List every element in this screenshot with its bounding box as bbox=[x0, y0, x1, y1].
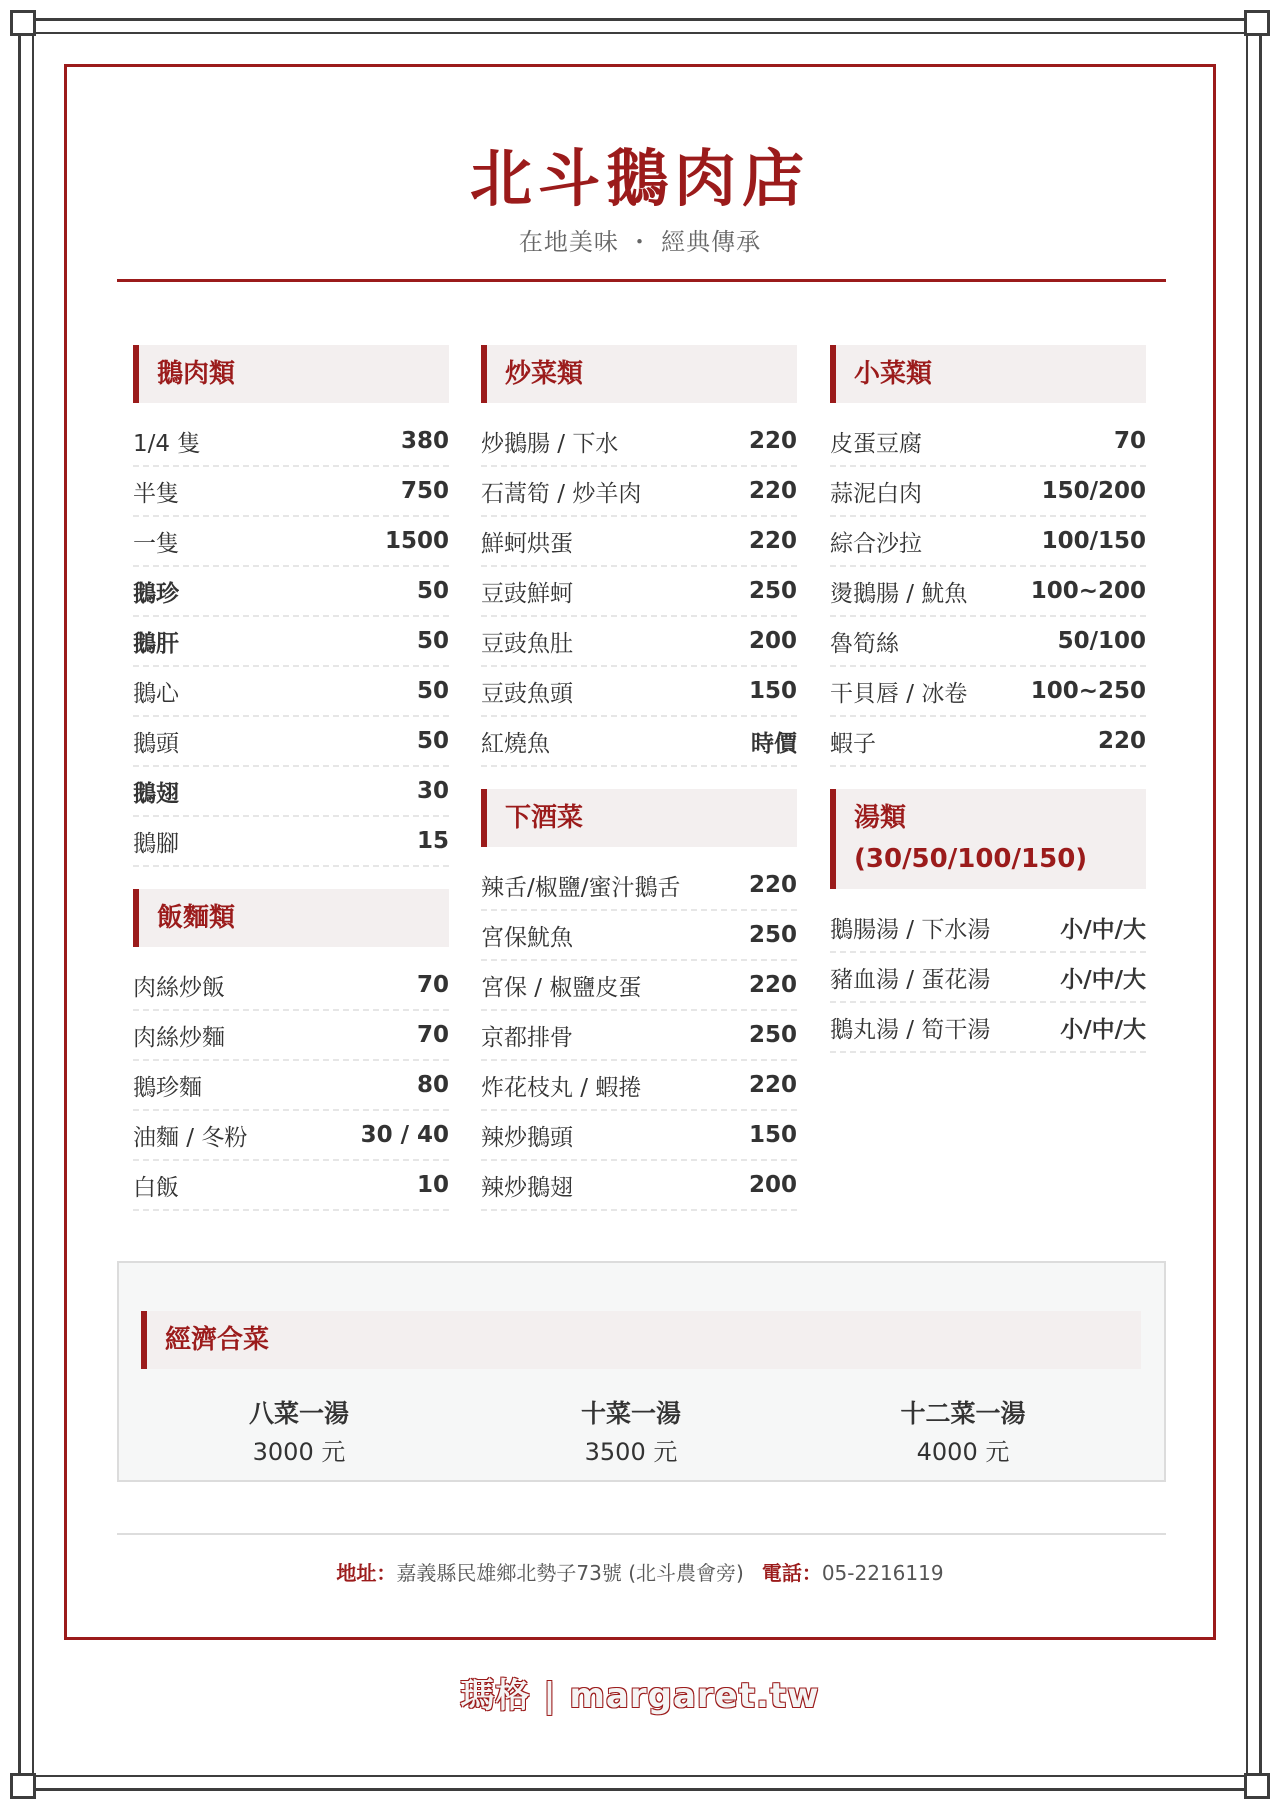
item-name: 1/4 隻 bbox=[133, 430, 201, 457]
item-price: 200 bbox=[748, 1172, 797, 1198]
menu-item bbox=[133, 767, 449, 817]
menu-item bbox=[830, 467, 1146, 517]
menu-item bbox=[481, 467, 797, 517]
item-name: 白飯 bbox=[133, 1174, 179, 1201]
item-name: 鵝腳 bbox=[133, 830, 179, 857]
soup-heading-prices: (30/50/100/150) bbox=[854, 844, 1088, 874]
menu-item bbox=[481, 861, 797, 911]
item-name: 辣舌/椒鹽/蜜汁鵝舌 bbox=[481, 874, 681, 901]
item-price: 100/150 bbox=[1041, 528, 1146, 554]
item-price: 220 bbox=[748, 478, 797, 504]
soup-heading-title: 湯類 bbox=[854, 803, 907, 833]
item-price: 220 bbox=[748, 428, 797, 454]
item-name: 鮮蚵烘蛋 bbox=[481, 530, 573, 557]
item-name: 干貝唇 / 冰卷 bbox=[830, 680, 968, 707]
item-name: 豆豉魚頭 bbox=[481, 680, 573, 707]
menu-item bbox=[481, 567, 797, 617]
section-heading-drinking: 下酒菜 bbox=[481, 789, 797, 847]
menu-item bbox=[481, 911, 797, 961]
menu-item bbox=[830, 617, 1146, 667]
item-name: 鵝丸湯 / 筍干湯 bbox=[830, 1016, 991, 1043]
item-price: 70 bbox=[416, 972, 449, 998]
set-meal bbox=[481, 1396, 781, 1472]
item-price: 150 bbox=[748, 1122, 797, 1148]
menu-item bbox=[481, 667, 797, 717]
menu-item bbox=[481, 961, 797, 1011]
item-name: 鵝腸湯 / 下水湯 bbox=[830, 916, 991, 943]
item-name: 炒鵝腸 / 下水 bbox=[481, 430, 619, 457]
menu-item bbox=[133, 1161, 449, 1211]
menu-item bbox=[133, 1061, 449, 1111]
item-name: 豬血湯 / 蛋花湯 bbox=[830, 966, 991, 993]
set-meal-box bbox=[117, 1261, 1166, 1482]
item-name: 鵝珍 bbox=[133, 580, 179, 607]
frame-corner bbox=[10, 10, 36, 36]
item-name: 魯筍絲 bbox=[830, 630, 899, 657]
item-price: 250 bbox=[748, 578, 797, 604]
menu-column-middle bbox=[481, 345, 797, 1211]
item-price: 250 bbox=[748, 922, 797, 948]
item-price: 50 bbox=[416, 678, 449, 704]
frame-corner bbox=[10, 1773, 36, 1799]
item-price: 80 bbox=[416, 1072, 449, 1098]
section-heading-stirfry: 炒菜類 bbox=[481, 345, 797, 403]
menu-item bbox=[133, 517, 449, 567]
menu-item bbox=[133, 1011, 449, 1061]
menu-item bbox=[830, 667, 1146, 717]
set-name: 十菜一湯 bbox=[580, 1399, 681, 1428]
menu-item bbox=[133, 467, 449, 517]
item-name: 一隻 bbox=[133, 530, 179, 557]
item-name: 京都排骨 bbox=[481, 1024, 573, 1051]
item-name: 蝦子 bbox=[830, 730, 876, 757]
menu-item bbox=[481, 517, 797, 567]
menu-item bbox=[481, 1011, 797, 1061]
item-price: 200 bbox=[748, 628, 797, 654]
menu-panel bbox=[64, 64, 1216, 1640]
footer-divider bbox=[117, 1533, 1166, 1535]
section-heading-goose: 鵝肉類 bbox=[133, 345, 449, 403]
section-heading-rice: 飯麵類 bbox=[133, 889, 449, 947]
item-price: 250 bbox=[748, 1022, 797, 1048]
item-price: 220 bbox=[748, 972, 797, 998]
item-name: 半隻 bbox=[133, 480, 179, 507]
item-price: 220 bbox=[748, 1072, 797, 1098]
item-name: 鵝頭 bbox=[133, 730, 179, 757]
item-price: 15 bbox=[416, 828, 449, 854]
item-name: 宮保魷魚 bbox=[481, 924, 573, 951]
item-name: 鵝珍麵 bbox=[133, 1074, 202, 1101]
item-price: 50 bbox=[416, 628, 449, 654]
menu-item bbox=[133, 817, 449, 867]
item-price: 10 bbox=[416, 1172, 449, 1198]
menu-item bbox=[133, 417, 449, 467]
set-price: 3500 元 bbox=[584, 1438, 678, 1466]
menu-item bbox=[481, 417, 797, 467]
watermark: 瑪格 | margaret.tw bbox=[460, 1676, 820, 1716]
item-price: 220 bbox=[1097, 728, 1146, 754]
restaurant-title: 北斗鵝肉店 bbox=[469, 142, 810, 215]
menu-item bbox=[133, 567, 449, 617]
item-price: 70 bbox=[1113, 428, 1146, 454]
item-price: 50 bbox=[416, 578, 449, 604]
menu-item bbox=[133, 717, 449, 767]
menu-item bbox=[133, 667, 449, 717]
set-name: 十二菜一湯 bbox=[900, 1399, 1026, 1428]
item-price: 380 bbox=[400, 428, 449, 454]
menu-item bbox=[830, 567, 1146, 617]
item-name: 辣炒鵝頭 bbox=[481, 1124, 573, 1151]
set-name: 八菜一湯 bbox=[248, 1399, 349, 1428]
item-name: 燙鵝腸 / 魷魚 bbox=[830, 580, 968, 607]
menu-item bbox=[830, 1003, 1146, 1053]
item-name: 鵝肝 bbox=[133, 630, 179, 657]
item-price: 50/100 bbox=[1057, 628, 1146, 654]
item-name: 皮蛋豆腐 bbox=[830, 430, 922, 457]
set-meal bbox=[813, 1396, 1113, 1472]
item-name: 辣炒鵝翅 bbox=[481, 1174, 573, 1201]
header-divider bbox=[117, 279, 1166, 282]
item-price: 100~250 bbox=[1030, 678, 1146, 704]
menu-item bbox=[830, 903, 1146, 953]
address-label: 地址： bbox=[336, 1561, 397, 1585]
menu-column-right bbox=[830, 345, 1146, 1053]
phone-label: 電話： bbox=[761, 1561, 822, 1585]
address-text: 嘉義縣民雄鄉北勢子73號 (北斗農會旁) bbox=[396, 1561, 744, 1585]
item-price: 30 bbox=[416, 778, 449, 804]
phone-number: 05-2216119 bbox=[821, 1561, 944, 1585]
menu-item bbox=[481, 717, 797, 767]
item-name: 豆豉魚肚 bbox=[481, 630, 573, 657]
menu-item bbox=[481, 617, 797, 667]
set-price: 3000 元 bbox=[252, 1438, 346, 1466]
set-meal bbox=[149, 1396, 449, 1472]
restaurant-subtitle: 在地美味 ・ 經典傳承 bbox=[518, 228, 762, 256]
frame-corner bbox=[1244, 10, 1270, 36]
item-price: 小/中/大 bbox=[1060, 966, 1146, 993]
item-price: 1500 bbox=[384, 528, 449, 554]
section-heading-sides: 小菜類 bbox=[830, 345, 1146, 403]
item-price: 小/中/大 bbox=[1060, 1016, 1146, 1043]
menu-item bbox=[830, 953, 1146, 1003]
item-name: 鵝心 bbox=[133, 680, 179, 707]
contact-footer bbox=[67, 1557, 1213, 1586]
frame-corner bbox=[1244, 1773, 1270, 1799]
item-name: 炸花枝丸 / 蝦捲 bbox=[481, 1074, 642, 1101]
item-name: 鵝翅 bbox=[133, 780, 179, 807]
item-price: 100~200 bbox=[1030, 578, 1146, 604]
item-price: 30 / 40 bbox=[360, 1122, 449, 1148]
item-name: 豆豉鮮蚵 bbox=[481, 580, 573, 607]
item-name: 宮保 / 椒鹽皮蛋 bbox=[481, 974, 642, 1001]
menu-item bbox=[830, 717, 1146, 767]
menu-item bbox=[133, 1111, 449, 1161]
item-name: 肉絲炒麵 bbox=[133, 1024, 225, 1051]
item-name: 綜合沙拉 bbox=[830, 530, 922, 557]
item-name: 油麵 / 冬粉 bbox=[133, 1124, 248, 1151]
item-name: 紅燒魚 bbox=[481, 730, 550, 757]
set-price: 4000 元 bbox=[916, 1438, 1010, 1466]
item-price: 150/200 bbox=[1041, 478, 1146, 504]
item-price: 時價 bbox=[751, 730, 797, 757]
menu-item bbox=[830, 517, 1146, 567]
section-heading-soup bbox=[830, 789, 1146, 889]
menu-item bbox=[133, 617, 449, 667]
menu-item bbox=[481, 1061, 797, 1111]
item-name: 肉絲炒飯 bbox=[133, 974, 225, 1001]
item-price: 小/中/大 bbox=[1060, 916, 1146, 943]
menu-item bbox=[481, 1161, 797, 1211]
menu-column-left bbox=[133, 345, 449, 1211]
menu-item bbox=[133, 961, 449, 1011]
item-price: 150 bbox=[748, 678, 797, 704]
item-price: 750 bbox=[400, 478, 449, 504]
item-price: 220 bbox=[748, 528, 797, 554]
menu-item bbox=[481, 1111, 797, 1161]
item-name: 蒜泥白肉 bbox=[830, 480, 922, 507]
item-name: 石蒿筍 / 炒羊肉 bbox=[481, 480, 642, 507]
menu-item bbox=[830, 417, 1146, 467]
item-price: 70 bbox=[416, 1022, 449, 1048]
item-price: 50 bbox=[416, 728, 449, 754]
item-price: 220 bbox=[748, 872, 797, 898]
section-heading-sets: 經濟合菜 bbox=[141, 1311, 1141, 1369]
